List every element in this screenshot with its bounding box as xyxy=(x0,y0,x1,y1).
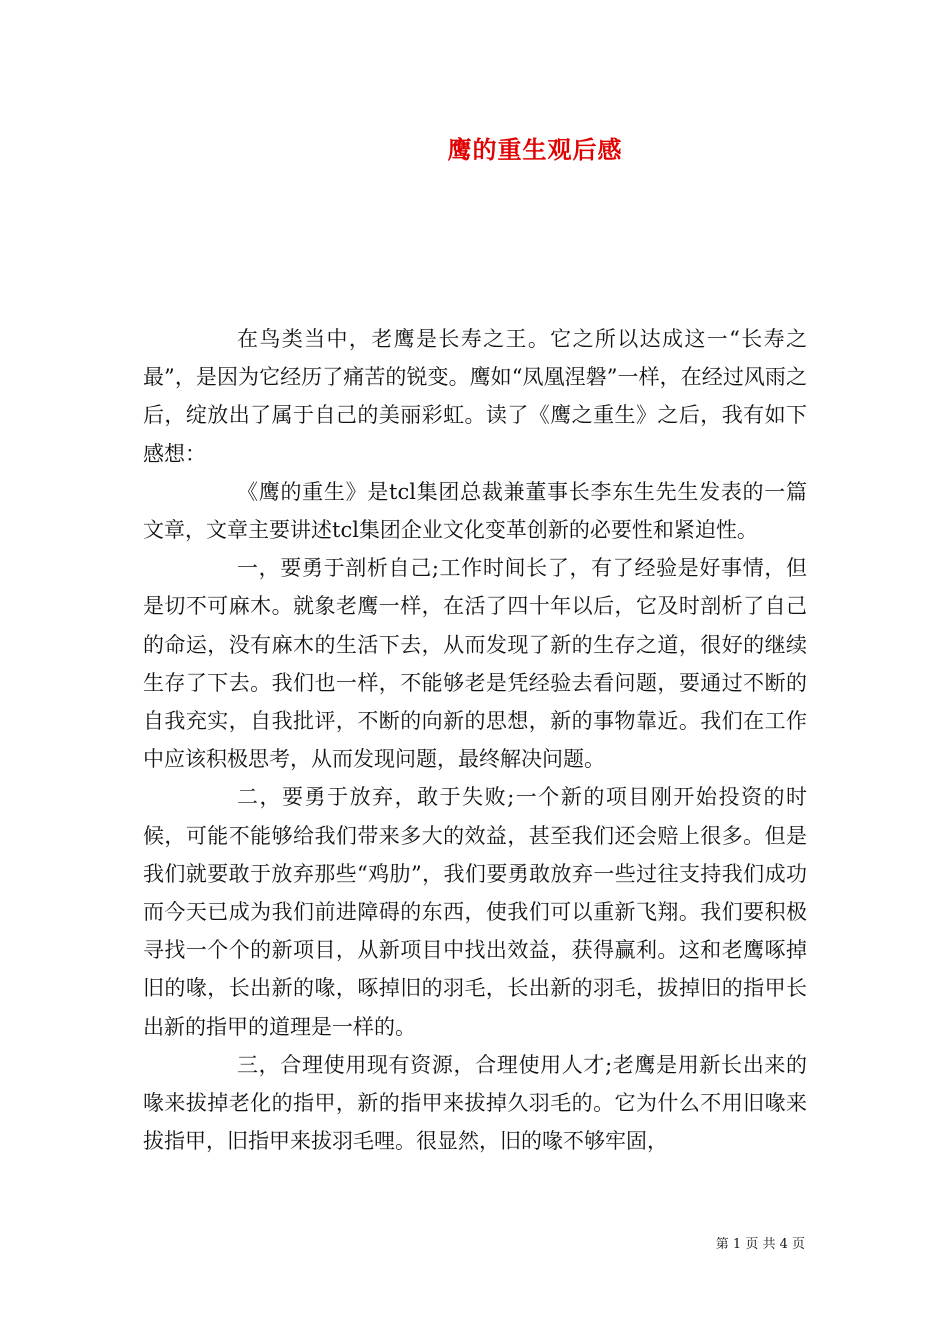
paragraph-4: 二，要勇于放弃，敢于失败;一个新的项目刚开始投资的时候，可能不能够给我们带来多大的效益，甚至我们还会赔上很多。但是我们就要敢于放弃那些“鸡肋”，我们要勇敢放弃一些过往支持我们成功而今天已成为我们前进障碍的东西，使我们可以重新飞翔。我们要积极寻找一个个的新项目，从新项目中找出效益，获得赢利。这和老鹰啄掉旧的喙，长出新的喙，啄掉旧的羽毛，长出新的羽毛，拔掉旧的指甲长出新的指甲的道理是一样的。 xyxy=(143,785,807,1039)
page-number-footer: 第 1 页 共 4 页 xyxy=(715,1237,805,1252)
document-body xyxy=(143,320,807,1160)
paragraph-1: 在鸟类当中，老鹰是长寿之王。它之所以达成这一“长寿之最”，是因为它经历了痛苦的锐变。鹰如“凤凰涅磐”一样，在经过风雨之后，绽放出了属于自己的美丽彩虹。读了《鹰之重生》之后，我有如下感想： xyxy=(143,327,807,466)
paragraph-5: 三，合理使用现有资源，合理使用人才;老鹰是用新长出来的喙来拔掉老化的指甲，新的指甲来拔掉久羽毛的。它为什么不用旧喙来拔指甲，旧指甲来拔羽毛哩。很显然，旧的喙不够牢固， xyxy=(143,1052,807,1154)
paragraph-2: 《鹰的重生》是tcl集团总裁兼董事长李东生先生发表的一篇文章，文章主要讲述tcl集团企业文化变革创新的必要性和紧迫性。 xyxy=(143,479,807,543)
document-title: 鹰的重生观后感 xyxy=(447,136,623,164)
paragraph-3: 一，要勇于剖析自己;工作时间长了，有了经验是好事情，但是切不可麻木。就象老鹰一样，在活了四十年以后，它及时剖析了自己的命运，没有麻木的生活下去，从而发现了新的生存之道，很好的继续生存了下去。我们也一样，不能够老是凭经验去看问题，要通过不断的自我充实，自我批评，不断的向新的思想，新的事物靠近。我们在工作中应该积极思考，从而发现问题，最终解决问题。 xyxy=(143,556,807,772)
